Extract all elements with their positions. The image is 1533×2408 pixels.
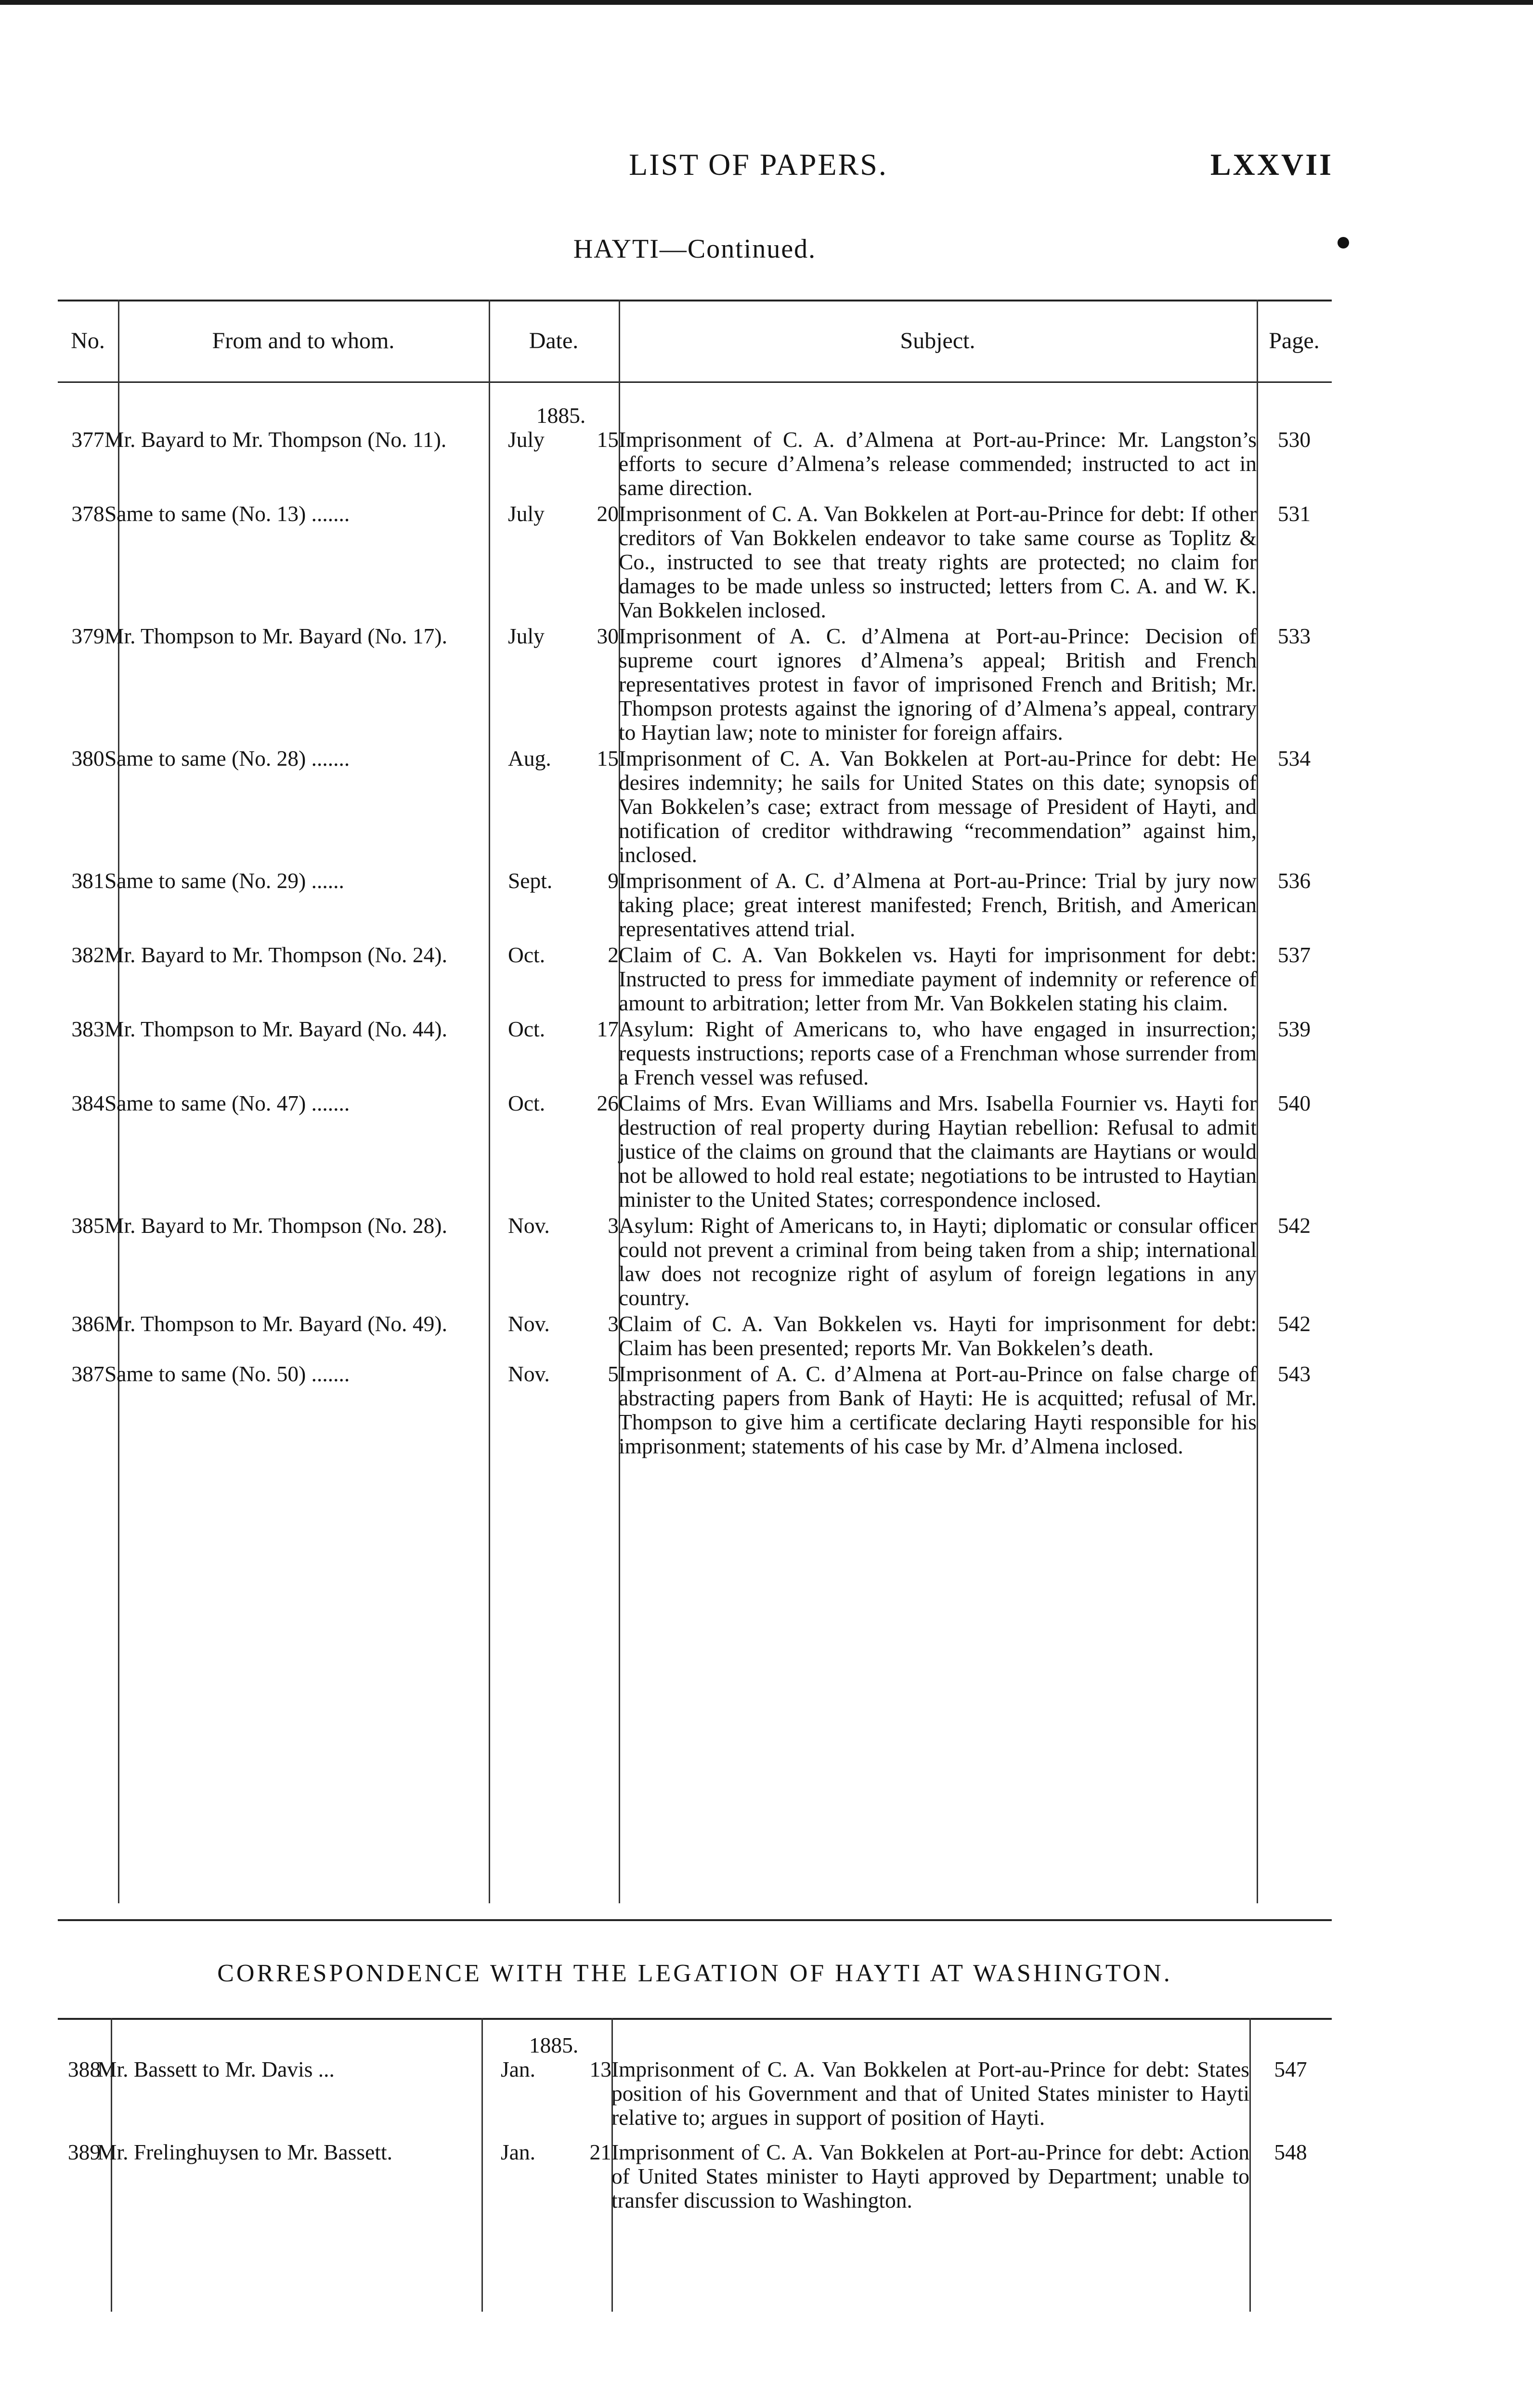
column-header-no: No.	[71, 328, 105, 353]
table-row	[58, 2033, 1332, 2140]
row-month: Nov.	[508, 1311, 550, 1336]
table-top-rule	[58, 300, 1332, 301]
row-day: 15	[597, 746, 619, 771]
row-subject: Asylum: Right of Americans to, who have engaged in insurrection; requests instructions; reports case of a Frenchman whose surrender from a French vessel was refused.	[619, 1017, 1257, 1089]
row-date	[489, 404, 619, 502]
row-page: 534	[1277, 746, 1311, 771]
row-year: 1885.	[529, 2033, 579, 2057]
page-folio: LXXVII	[1210, 147, 1333, 182]
table-bottom-rule	[58, 1919, 1332, 1921]
page-top-border	[0, 0, 1533, 5]
row-subject: Claim of C. A. Van Bokkelen vs. Hayti for imprisonment for debt: Instructed to press for immediate payment of indemnity or reference of amount to arbitration; letter from Mr. Van Bokkelen stating his claim.	[619, 942, 1257, 1015]
running-title: LIST OF PAPERS.	[629, 147, 888, 182]
row-subject: Imprisonment of A. C. d’Almena at Port-au-Prince on false charge of abstracting papers from Bank of Hayti: He is acquitted; refusal of Mr. Thompson to give him a certificate declaring Hayti responsible for his imprisonment; statements of his case by Mr. d’Almena inclosed.	[619, 1361, 1257, 1458]
row-month: July	[508, 624, 545, 648]
table-row	[58, 2140, 1332, 2212]
row-number: 378	[71, 501, 104, 526]
row-number: 379	[71, 624, 104, 648]
row-date	[481, 2033, 611, 2140]
row-month: Sept.	[508, 868, 553, 893]
row-number: 387	[71, 1361, 104, 1386]
printed-bullet	[1338, 237, 1349, 249]
row-subject: Asylum: Right of Americans to, in Hayti; diplomatic or consular officer could not prevent a criminal from being taken from a ship; international law does not recognize right of asylum of foreign legations in any country.	[619, 1213, 1257, 1310]
row-day: 17	[597, 1017, 619, 1041]
row-date	[489, 1362, 619, 1458]
row-date	[489, 1091, 619, 1214]
row-subject: Imprisonment of C. A. Van Bokkelen at Port-au-Prince for debt: If other creditors of Van Bokkelen endeavor to take same course as Toplitz & Co., instructed to see that treaty rights are protected; no claim for damages to be made unless so instructed; letters from C. A. and W. K. Van Bokkelen inclosed.	[619, 501, 1257, 622]
row-subject: Imprisonment of C. A. Van Bokkelen at Port-au-Prince for debt: Action of United States minister to Hayti approved by Department; unable to transfer discussion to Washington.	[611, 2140, 1249, 2212]
row-from: Same to same (No. 47) .......	[104, 1091, 350, 1115]
row-subject: Imprisonment of A. C. d’Almena at Port-au-Prince: Trial by jury now taking place; great interest manifested; French, British, and American representatives attend trial.	[619, 868, 1257, 941]
section-title: HAYTI—Continued.	[573, 234, 817, 264]
table-row	[58, 404, 1332, 502]
row-number: 382	[71, 942, 104, 967]
row-number: 377	[71, 427, 104, 452]
row-month: Nov.	[508, 1361, 550, 1386]
row-from: Same to same (No. 13) .......	[104, 501, 350, 526]
row-day: 5	[608, 1361, 619, 1386]
row-year: 1885.	[536, 403, 586, 428]
row-date	[489, 1214, 619, 1312]
row-number: 388	[67, 2057, 101, 2081]
row-page: 536	[1277, 868, 1311, 893]
row-month: July	[508, 427, 545, 452]
row-from: Same to same (No. 50) .......	[104, 1361, 350, 1386]
row-page: 531	[1277, 501, 1311, 526]
row-from: Mr. Bayard to Mr. Thompson (No. 24).	[104, 942, 447, 967]
row-number: 380	[71, 746, 104, 771]
row-number: 389	[67, 2140, 101, 2164]
row-month: July	[508, 501, 545, 526]
row-subject: Claims of Mrs. Evan Williams and Mrs. Isabella Fournier vs. Hayti for destruction of real property during Haytian rebellion: Refusal to admit justice of the claims on ground that the claimants are Haytians or would not be allowed to hold real estate; negotiations to be intrusted to Haytian minister to the United States; correspondence inclosed.	[619, 1091, 1257, 1212]
row-from: Mr. Frelinghuysen to Mr. Bassett.	[97, 2140, 392, 2164]
row-date	[489, 869, 619, 943]
row-subject: Imprisonment of C. A. d’Almena at Port-au-Prince: Mr. Langston’s efforts to secure d’Almena’s release commended; instructed to act in same direction.	[619, 427, 1257, 500]
row-month: Oct.	[508, 1017, 546, 1041]
row-day: 26	[597, 1091, 619, 1115]
table-row	[58, 943, 1332, 1017]
row-month: Jan.	[501, 2057, 536, 2081]
row-from: Mr. Thompson to Mr. Bayard (No. 49).	[104, 1311, 447, 1336]
column-header-subject: Subject.	[900, 328, 975, 353]
row-from: Mr. Bassett to Mr. Davis ...	[97, 2057, 335, 2081]
row-page: 533	[1277, 624, 1311, 648]
row-date	[489, 943, 619, 1017]
row-from: Same to same (No. 28) .......	[104, 746, 350, 771]
row-number: 384	[71, 1091, 104, 1115]
row-month: Oct.	[508, 1091, 546, 1115]
row-month: Aug.	[508, 746, 551, 771]
row-subject: Imprisonment of C. A. Van Bokkelen at Port-au-Prince for debt: States position of his Government and that of United States minister to Hayti relative to; argues in support of position of Hayti.	[611, 2057, 1249, 2130]
row-day: 20	[597, 501, 619, 526]
column-header-date: Date.	[529, 328, 579, 353]
table-row	[58, 1312, 1332, 1362]
row-date	[481, 2140, 611, 2212]
table-row	[58, 1017, 1332, 1091]
running-head	[0, 147, 1533, 195]
row-page: 548	[1274, 2140, 1307, 2164]
papers-table	[58, 404, 1332, 1458]
row-date	[489, 1017, 619, 1091]
table-row	[58, 1214, 1332, 1312]
table-row	[58, 869, 1332, 943]
row-subject: Claim of C. A. Van Bokkelen vs. Hayti for imprisonment for debt: Claim has been presented; reports Mr. Van Bokkelen’s death.	[619, 1311, 1257, 1360]
correspondence-top-rule	[58, 2018, 1332, 2020]
row-day: 9	[608, 868, 619, 893]
row-page: 542	[1277, 1311, 1311, 1336]
row-page: 540	[1277, 1091, 1311, 1115]
row-date	[489, 746, 619, 869]
row-number: 385	[71, 1213, 104, 1238]
column-header-from: From and to whom.	[212, 328, 395, 353]
row-day: 2	[608, 942, 619, 967]
row-month: Nov.	[508, 1213, 550, 1238]
row-date	[489, 502, 619, 624]
row-month: Oct.	[508, 942, 546, 967]
row-page: 537	[1277, 942, 1311, 967]
row-day: 13	[589, 2057, 611, 2081]
row-number: 383	[71, 1017, 104, 1041]
table-row	[58, 1362, 1332, 1458]
row-date	[489, 1312, 619, 1362]
row-month: Jan.	[501, 2140, 536, 2164]
column-header-page: Page.	[1269, 328, 1320, 353]
header-bottom-rule	[58, 381, 1332, 383]
row-from: Same to same (No. 29) ......	[104, 868, 344, 893]
table-row	[58, 746, 1332, 869]
row-subject: Imprisonment of A. C. d’Almena at Port-au-Prince: Decision of supreme court ignores d’Almena’s appeal; British and French representatives protest in favor of imprisoned French and British; Mr. Thompson protests against the ignoring of d’Almena’s appeal, contrary to Haytian law; note to minister for foreign affairs.	[619, 624, 1257, 745]
row-from: Mr. Thompson to Mr. Bayard (No. 17).	[104, 624, 447, 648]
row-from: Mr. Bayard to Mr. Thompson (No. 11).	[104, 427, 447, 452]
row-page: 542	[1277, 1213, 1311, 1238]
row-number: 381	[71, 868, 104, 893]
row-subject: Imprisonment of C. A. Van Bokkelen at Port-au-Prince for debt: He desires indemnity; he sails for United States on this date; synopsis of Van Bokkelen’s case; extract from message of President of Hayti, and notification of creditor withdrawing “recommendation” against him, inclosed.	[619, 746, 1257, 867]
table-row	[58, 502, 1332, 624]
row-day: 15	[597, 427, 619, 452]
row-number: 386	[71, 1311, 104, 1336]
row-from: Mr. Bayard to Mr. Thompson (No. 28).	[104, 1213, 447, 1238]
row-from: Mr. Thompson to Mr. Bayard (No. 44).	[104, 1017, 447, 1041]
row-day: 3	[608, 1213, 619, 1238]
row-page: 530	[1277, 427, 1311, 452]
table-row	[58, 624, 1332, 746]
correspondence-title: CORRESPONDENCE WITH THE LEGATION OF HAYTI AT WASHINGTON.	[217, 1960, 1172, 1987]
row-page: 543	[1277, 1361, 1311, 1386]
table-row	[58, 1091, 1332, 1214]
correspondence-table	[58, 2033, 1332, 2212]
row-date	[489, 624, 619, 746]
row-page: 539	[1277, 1017, 1311, 1041]
row-day: 21	[589, 2140, 611, 2164]
row-day: 3	[608, 1311, 619, 1336]
row-day: 30	[597, 624, 619, 648]
row-page: 547	[1274, 2057, 1307, 2081]
